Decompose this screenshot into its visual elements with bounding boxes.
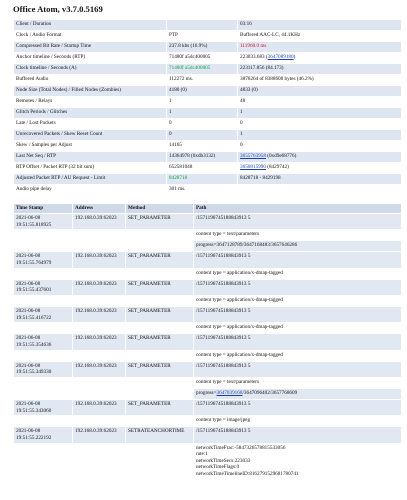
log-date: 2021-06-08 (16, 280, 41, 287)
log-entry-row (14, 307, 401, 322)
log-detail: content type = application/x-dmap-tagged (194, 296, 401, 306)
stat-value-2: 223117.856 (84.173) (238, 64, 401, 74)
stat-value-1: 0 (167, 130, 237, 140)
page-title: Office Atom, v3.7.0.5169 (13, 4, 103, 14)
stats-row (14, 119, 401, 129)
log-detail-spacer (126, 444, 193, 479)
log-timestamp (14, 400, 72, 415)
log-method: SET_PARAMETER (126, 214, 193, 229)
header-method: Method (126, 204, 193, 213)
log-detail-spacer (126, 351, 193, 361)
log-path: /1571196745188843913 5 (194, 334, 401, 349)
log-detail: progress=3647128789/3647168483/3657646286 (194, 241, 401, 251)
log-path: /1571196745188843913 5 (194, 307, 401, 322)
stat-value-suffix: (0xd9e68776) (265, 153, 297, 159)
log-detail-spacer (126, 230, 193, 240)
log-detail-row (14, 416, 401, 426)
stat-label: Adjusted Packet RTP / AU Request - Limit (14, 174, 166, 184)
log-time: 19:51:55.222192 (16, 434, 52, 441)
log-detail-spacer (73, 241, 125, 251)
log-entry-row (14, 214, 401, 229)
stats-row (14, 174, 401, 184)
log-detail-spacer (14, 351, 72, 361)
stat-label: RTP Offset / Packet RTP (32 bit sum) (14, 163, 166, 173)
log-detail (194, 444, 401, 479)
log-detail (194, 389, 401, 399)
stat-value-1: 14364978 (0xdb3132) (167, 152, 237, 162)
stat-value-1: 71480f a5dc400005 (167, 53, 237, 63)
log-date: 2021-06-08 (16, 307, 41, 314)
stats-row (14, 42, 401, 52)
stat-label: Clock timeline / Seconds (A) (14, 64, 166, 74)
stat-value-highlight: 8428718 (169, 175, 188, 181)
header-address: Address (73, 204, 125, 213)
log-date: 2021-06-08 (16, 215, 41, 221)
log-address: 192.168.0.39:62023 (73, 334, 125, 349)
log-date: 2021-06-08 (16, 400, 41, 407)
stat-value-suffix: (8429742) (265, 164, 289, 170)
stat-value-prefix: 223033.683 ( (240, 54, 268, 60)
log-time: 19:51:55.437601 (16, 287, 52, 294)
stats-table (13, 19, 402, 196)
log-detail-spacer (73, 416, 125, 426)
stat-value-2: 03:16 (238, 20, 401, 30)
log-detail-line: networkTimeFlags:0 (196, 464, 240, 471)
stat-value-2 (238, 152, 401, 162)
log-timestamp (14, 252, 72, 267)
stat-value-1: 4180 (0) (167, 86, 237, 96)
log-detail-spacer (14, 230, 72, 240)
stat-value-1: 237.8 kbs (16.9%) (167, 42, 237, 52)
log-detail-spacer (73, 378, 125, 388)
header-time-stamp: Time Stamp (14, 204, 72, 213)
log-address: 192.168.0.39:62023 (73, 252, 125, 267)
log-time: 19:51:55.818925 (16, 221, 52, 228)
stat-label: Audio pipe delay (14, 185, 166, 195)
stat-value-1 (167, 174, 237, 184)
log-detail-row (14, 269, 401, 279)
log-path: /1571196745188843913 5 (194, 400, 401, 415)
log-entry-row (14, 280, 401, 295)
log-detail: content type = text/parameters (194, 378, 401, 388)
log-detail-line: networkTimeTimelineID:8162791529681780741 (196, 471, 299, 478)
log-timestamp (14, 334, 72, 349)
log-path: /1571196745188843913 5 (194, 252, 401, 267)
log-address: 192.168.0.39:62023 (73, 362, 125, 377)
log-time: 19:51:55.354636 (16, 341, 52, 348)
log-detail-row (14, 389, 401, 399)
log-detail-spacer (14, 444, 72, 479)
stat-value-2: Buffered AAC-LC, 44.1KHz (238, 31, 401, 41)
header-path: Path (194, 204, 401, 213)
stat-label: Skew / Samples per Adjust (14, 141, 166, 151)
log-detail-row (14, 378, 401, 388)
stat-value-2 (238, 163, 401, 173)
log-detail-spacer (126, 323, 193, 333)
log-path: /1571196745188843913 5 (194, 427, 401, 442)
stat-value-alert: 111960.0 ms (240, 43, 267, 49)
log-method: SET_PARAMETER (126, 252, 193, 267)
log-detail-row (14, 323, 401, 333)
stats-row (14, 20, 401, 30)
log-entry-row (14, 362, 401, 377)
stat-label: Last Net Seq / RTP (14, 152, 166, 162)
stat-label: Buffered Audio (14, 75, 166, 85)
stat-label: Clock / Audio Format (14, 31, 166, 41)
stat-label: Node Size (Total Nodes) / Filled Nodes (Zombies) (14, 86, 166, 96)
stat-value-2: 0 (238, 119, 401, 129)
stat-label: Glitch Periods / Glitches (14, 108, 166, 118)
stat-label: Compressed Bit Rate / Startup Time (14, 42, 166, 52)
log-detail-line: networkTimeSecs:223033 (196, 457, 251, 464)
log-detail: content type = application/x-dmap-tagged (194, 323, 401, 333)
log-detail-spacer (14, 296, 72, 306)
log-time: 19:51:55.416722 (16, 314, 52, 321)
stats-row (14, 31, 401, 41)
stat-label: Client / Duration (14, 20, 166, 30)
log-detail-spacer (126, 416, 193, 426)
log-detail: content type = text/parameters (194, 230, 401, 240)
log-detail-prefix: progress= (196, 389, 217, 396)
stat-value-link[interactable]: 3647089180 (267, 54, 294, 60)
log-path: /1571196745188843913 5 (194, 214, 401, 229)
stat-value-highlight: 71480f a5dc400005 (169, 65, 211, 71)
stat-value-1: PTP (167, 31, 237, 41)
log-detail-spacer (14, 323, 72, 333)
log-detail-spacer (14, 416, 72, 426)
stat-label: Unrecovered Packets / Skew Reset Count (14, 130, 166, 140)
log-detail-link[interactable]: 3647039168 (216, 389, 243, 396)
log-detail-spacer (126, 296, 193, 306)
log-header-row (14, 204, 401, 213)
log-method: SET_PARAMETER (126, 307, 193, 322)
stat-label: Remotes / Relays (14, 97, 166, 107)
log-detail-line: rate:1 (196, 451, 208, 458)
log-detail-spacer (73, 444, 125, 479)
stat-value-2: 48 (238, 97, 401, 107)
log-date: 2021-06-08 (16, 335, 41, 342)
stat-value-link[interactable]: 3655763958 (240, 153, 266, 159)
log-detail-spacer (126, 241, 193, 251)
stats-row (14, 53, 401, 63)
log-detail-row (14, 241, 401, 251)
log-detail: content type = application/x-dmap-tagged (194, 351, 401, 361)
stats-row (14, 64, 401, 74)
log-detail-spacer (14, 389, 72, 399)
request-log-table (13, 203, 402, 480)
log-detail-spacer (73, 296, 125, 306)
stats-row (14, 130, 401, 140)
stat-value-1: 652581048 (167, 163, 237, 173)
log-detail-row (14, 444, 401, 479)
log-entry-row (14, 252, 401, 267)
log-timestamp (14, 362, 72, 377)
log-date: 2021-06-08 (16, 428, 41, 435)
stat-label: Late / Lost Packets (14, 119, 166, 129)
log-method: SET_PARAMETER (126, 280, 193, 295)
stats-row (14, 108, 401, 118)
log-entry-row (14, 427, 401, 442)
log-timestamp (14, 280, 72, 295)
stat-label: Anchor timeline / Seconds (RTP) (14, 53, 166, 63)
log-detail-row (14, 230, 401, 240)
log-detail-spacer (73, 323, 125, 333)
log-detail-spacer (73, 351, 125, 361)
log-path: /1571196745188843913 5 (194, 280, 401, 295)
log-detail-spacer (14, 269, 72, 279)
stats-row (14, 163, 401, 173)
log-method: SETRATEANCHORTIME (126, 427, 193, 442)
log-detail-spacer (73, 269, 125, 279)
stat-value-2: 4833 (0) (238, 86, 401, 96)
log-detail-suffix: /3647096402/3657768609 (242, 389, 298, 396)
stat-value-1 (167, 20, 237, 30)
log-address: 192.168.0.39:62023 (73, 307, 125, 322)
log-timestamp (14, 307, 72, 322)
log-address: 192.168.0.39:62023 (73, 427, 125, 442)
stat-value-2 (238, 42, 401, 52)
log-detail-spacer (14, 241, 72, 251)
stat-value-2: 0 (238, 141, 401, 151)
log-detail-row (14, 351, 401, 361)
log-address: 192.168.0.39:62023 (73, 214, 125, 229)
log-detail-spacer (73, 389, 125, 399)
log-detail: content type = image/jpeg (194, 416, 401, 426)
log-date: 2021-06-08 (16, 362, 41, 369)
stat-value-link[interactable]: 3650815990 (240, 164, 266, 170)
stat-value-1: 112272 ms. (167, 75, 237, 85)
stat-value-2: 3876264 of 8388608 bytes (46.2%) (238, 75, 401, 85)
stat-value-1: 1 (167, 108, 237, 118)
stat-value-1: 301 ms. (167, 185, 237, 195)
stat-value-2: 1 (238, 108, 401, 118)
log-entry-row (14, 400, 401, 415)
log-detail-spacer (126, 389, 193, 399)
stats-row (14, 75, 401, 85)
log-detail-spacer (14, 378, 72, 388)
stat-value-2 (238, 185, 401, 195)
stats-row (14, 97, 401, 107)
log-detail: content type = application/x-dmap-tagged (194, 269, 401, 279)
log-method: SET_PARAMETER (126, 334, 193, 349)
stat-value-2: 8428718 - 8429198 (238, 174, 401, 184)
stat-value-1: 14165 (167, 141, 237, 151)
log-address: 192.168.0.39:62023 (73, 280, 125, 295)
stat-value-2 (238, 53, 401, 63)
stat-value-suffix: ) (293, 54, 296, 60)
log-path: /1571196745188843913 5 (194, 362, 401, 377)
stats-row (14, 152, 401, 162)
log-time: 19:51:55.343060 (16, 407, 52, 414)
stats-row (14, 86, 401, 96)
log-time: 19:51:55.349330 (16, 369, 52, 376)
log-method: SET_PARAMETER (126, 400, 193, 415)
log-detail-line: networkTimeFrac:-5847326578815533056 (196, 444, 286, 451)
log-time: 19:51:55.764979 (16, 259, 52, 266)
log-address: 192.168.0.39:62023 (73, 400, 125, 415)
log-entry-row (14, 334, 401, 349)
log-date: 2021-06-08 (16, 253, 41, 260)
stat-value-1: 1 (167, 97, 237, 107)
stat-value-2: 1 (238, 130, 401, 140)
log-detail-spacer (126, 269, 193, 279)
stat-value-1 (167, 64, 237, 74)
log-timestamp (14, 214, 72, 229)
log-detail-spacer (73, 230, 125, 240)
stats-row (14, 185, 401, 195)
log-detail-row (14, 296, 401, 306)
log-method: SET_PARAMETER (126, 362, 193, 377)
stat-value-1: 0 (167, 119, 237, 129)
stats-row (14, 141, 401, 151)
log-detail-spacer (126, 378, 193, 388)
log-timestamp (14, 427, 72, 442)
